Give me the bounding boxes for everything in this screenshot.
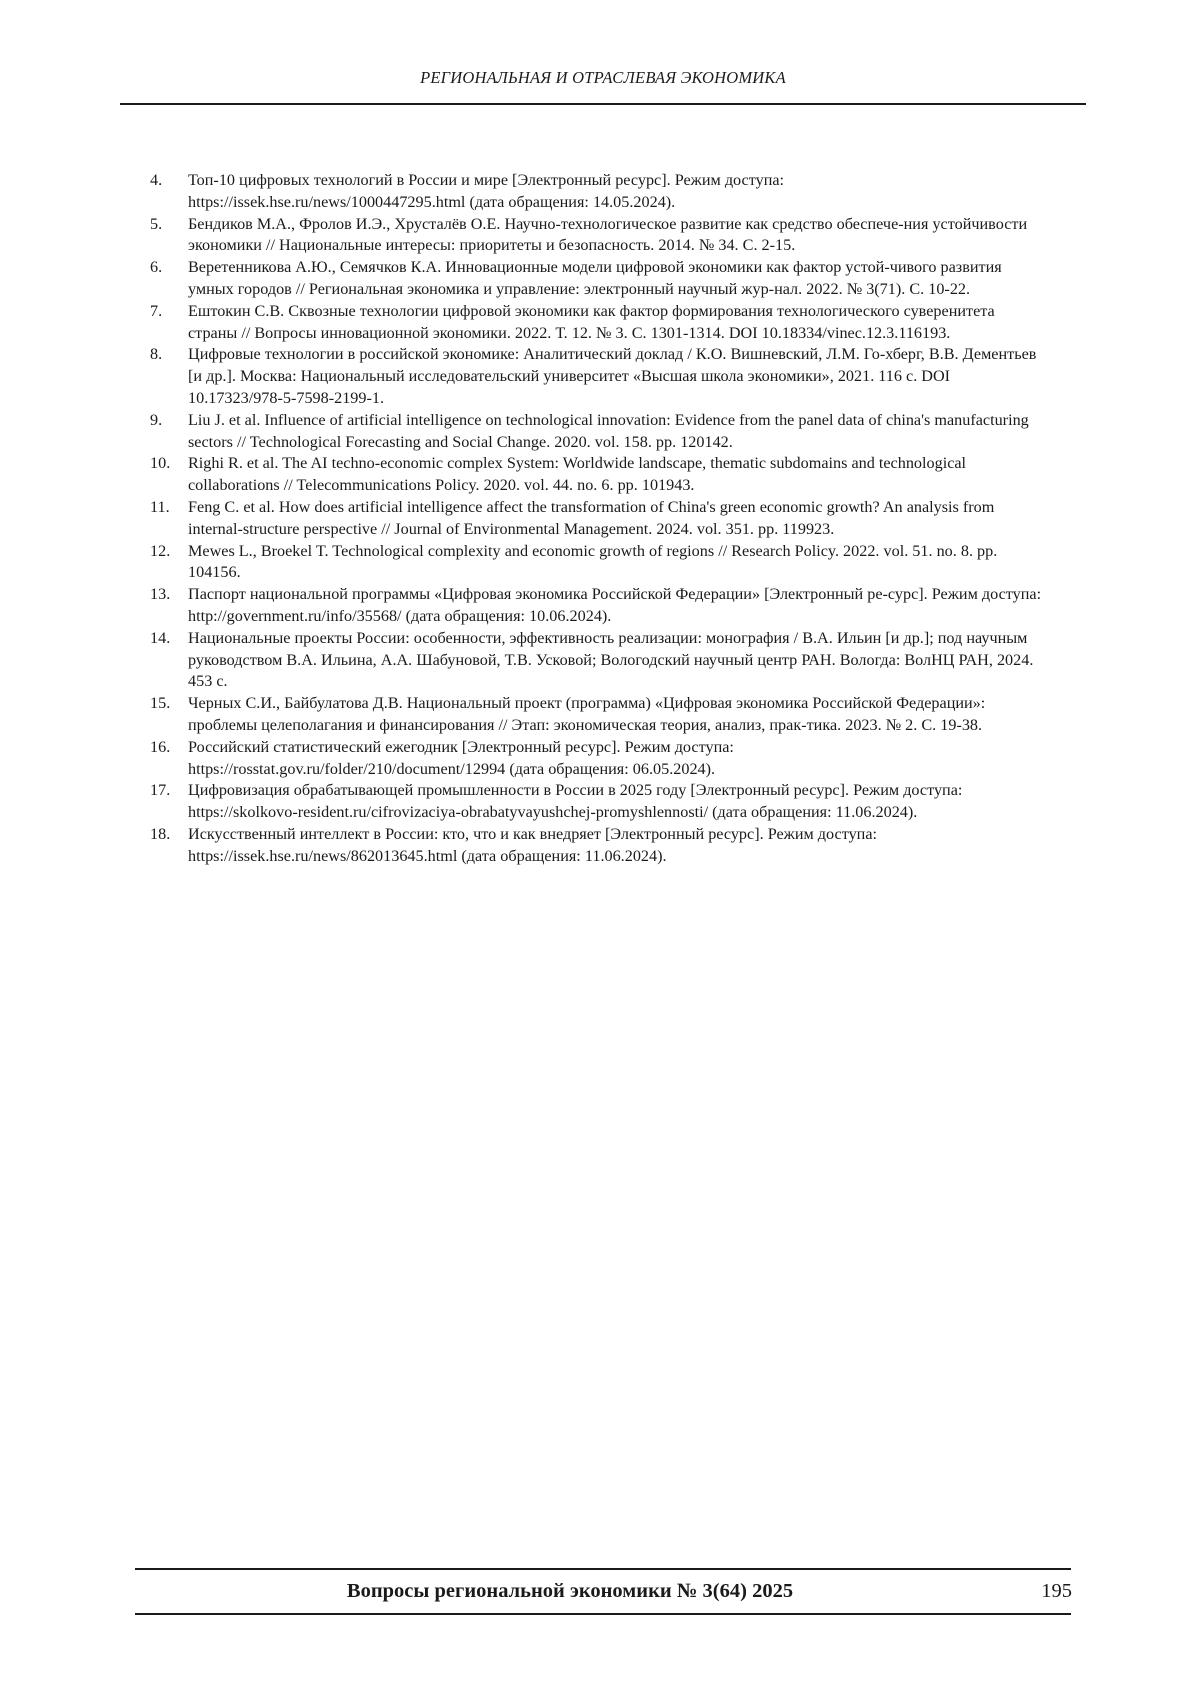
reference-text: Российский статистический ежегодник [Электронный ресурс]. Режим доступа: https://rosstat.gov.ru/folder/210/document/12994 (дата обращения: 06.05.2024). bbox=[188, 737, 734, 778]
reference-text: Цифровизация обрабатывающей промышленности в России в 2025 году [Электронный ресурс]. Режим доступа: https://skolkovo-resident.ru/cifrovizaciya-obrabatyvayushchej-promyshlennosti/ (дата обращения: 11.06.2024). bbox=[188, 781, 963, 822]
reference-number: 13. bbox=[150, 585, 171, 604]
reference-item bbox=[150, 344, 1042, 409]
reference-text: Mewes L., Broekel T. Technological complexity and economic growth of regions // Research Policy. 2022. vol. 51. no. 8. pp. 104156. bbox=[188, 541, 998, 582]
reference-text: Righi R. et al. The AI techno-economic complex System: Worldwide landscape, thematic subdomains and technological collaborations // Telecommunications Policy. 2020. vol. 44. no. 6. pp. 101943. bbox=[188, 454, 967, 495]
reference-text: Liu J. et al. Influence of artificial intelligence on technological innovation: Evidence from the panel data of china's manufacturing sectors // Technological Forecasting and Social Change. 2020. vol. 158. pp. 120142. bbox=[188, 410, 1029, 451]
footer-divider-bottom bbox=[135, 1613, 1071, 1615]
reference-item bbox=[150, 824, 1042, 868]
reference-item bbox=[150, 301, 1042, 345]
reference-number: 10. bbox=[150, 454, 171, 473]
reference-text: Feng C. et al. How does artificial intelligence affect the transformation of China's green economic growth? An analysis from internal-structure perspective // Journal of Environmental Management. 2024. vol. 351. pp. 119923. bbox=[188, 497, 995, 538]
reference-item bbox=[150, 170, 1042, 214]
reference-item bbox=[150, 214, 1042, 258]
journal-title: Вопросы региональной экономики № 3(64) 2025 bbox=[346, 1580, 794, 1602]
reference-number: 7. bbox=[150, 301, 163, 320]
reference-text: Паспорт национальной программы «Цифровая экономика Российской Федерации» [Электронный ре-сурс]. Режим доступа: http://government.ru/info/35568/ (дата обращения: 10.06.2024). bbox=[188, 585, 1042, 625]
reference-number: 9. bbox=[150, 410, 163, 429]
reference-item bbox=[150, 410, 1042, 454]
reference-item bbox=[150, 628, 1042, 693]
reference-number: 14. bbox=[150, 628, 171, 647]
running-header: РЕГИОНАЛЬНАЯ И ОТРАСЛЕВАЯ ЭКОНОМИКА bbox=[420, 68, 786, 87]
reference-item bbox=[150, 693, 1042, 737]
reference-number: 4. bbox=[150, 171, 163, 189]
reference-text: Бендиков М.А., Фролов И.Э., Хрусталёв О.Е. Научно-технологическое развитие как средство обеспече-ния устойчивости экономики // Национальные интересы: приоритеты и безопасность. 2014. № 34. С. 2-15. bbox=[188, 214, 1028, 255]
reference-number: 6. bbox=[150, 258, 163, 277]
reference-number: 17. bbox=[150, 781, 171, 800]
reference-text: Топ-10 цифровых технологий в России и мире [Электронный ресурс]. Режим доступа: https://issek.hse.ru/news/1000447295.html (дата обращения: 14.05.2024). bbox=[188, 171, 785, 211]
reference-number: 16. bbox=[150, 737, 171, 756]
reference-number: 5. bbox=[150, 214, 163, 233]
reference-item bbox=[150, 257, 1042, 301]
page-number: 195 bbox=[1041, 1580, 1072, 1602]
reference-item bbox=[150, 497, 1042, 541]
reference-text: Искусственный интеллект в России: кто, что и как внедряет [Электронный ресурс]. Режим доступа: https://issek.hse.ru/news/862013645.html (дата обращения: 11.06.2024). bbox=[188, 824, 878, 865]
reference-number: 8. bbox=[150, 345, 163, 364]
reference-text: Цифровые технологии в российской экономике: Аналитический доклад / К.О. Вишневский, Л.М. Го-хберг, В.В. Дементьев [и др.]. Москва: Национальный исследовательский университет «Высшая школа экономики», 2021. 116 с. DOI 10.17323/978-5-7598-2199-1. bbox=[188, 345, 1037, 407]
reference-number: 18. bbox=[150, 824, 171, 843]
reference-text: Веретенникова А.Ю., Семячков К.А. Инновационные модели цифровой экономики как фактор устой-чивого развития умных городов // Региональная экономика и управление: электронный научный жур-нал. 2022. № 3(71). С. 10-22. bbox=[188, 258, 1002, 298]
footer-divider-top bbox=[135, 1568, 1071, 1570]
reference-text: Национальные проекты России: особенности, эффективность реализации: монография / В.А. Ильин [и др.]; под научным руководством В.А. Ильина, А.А. Шабуновой, Т.В. Усковой; Вологодский научный центр РАН. Вологда: ВолНЦ РАН, 2024. 453 с. bbox=[188, 628, 1034, 691]
reference-item bbox=[150, 453, 1042, 497]
reference-number: 11. bbox=[150, 497, 170, 516]
reference-item bbox=[150, 737, 1042, 781]
reference-list bbox=[150, 170, 1042, 868]
reference-text: Ештокин С.В. Сквозные технологии цифровой экономики как фактор формирования технологического суверенитета страны // Вопросы инновационной экономики. 2022. Т. 12. № 3. С. 1301-1314. DOI 10.18334/vinec.12.3.116193. bbox=[188, 301, 995, 342]
header-divider bbox=[120, 103, 1086, 105]
reference-number: 15. bbox=[150, 694, 171, 713]
reference-item bbox=[150, 584, 1042, 628]
reference-text: Черных С.И., Байбулатова Д.В. Национальный проект (программа) «Цифровая экономика Российской Федерации»: проблемы целеполагания и финансирования // Этап: экономическая теория, анализ, прак-тика. 2023. № 2. С. 19-38. bbox=[188, 694, 986, 734]
reference-item bbox=[150, 780, 1042, 824]
reference-item bbox=[150, 541, 1042, 585]
reference-number: 12. bbox=[150, 541, 171, 560]
